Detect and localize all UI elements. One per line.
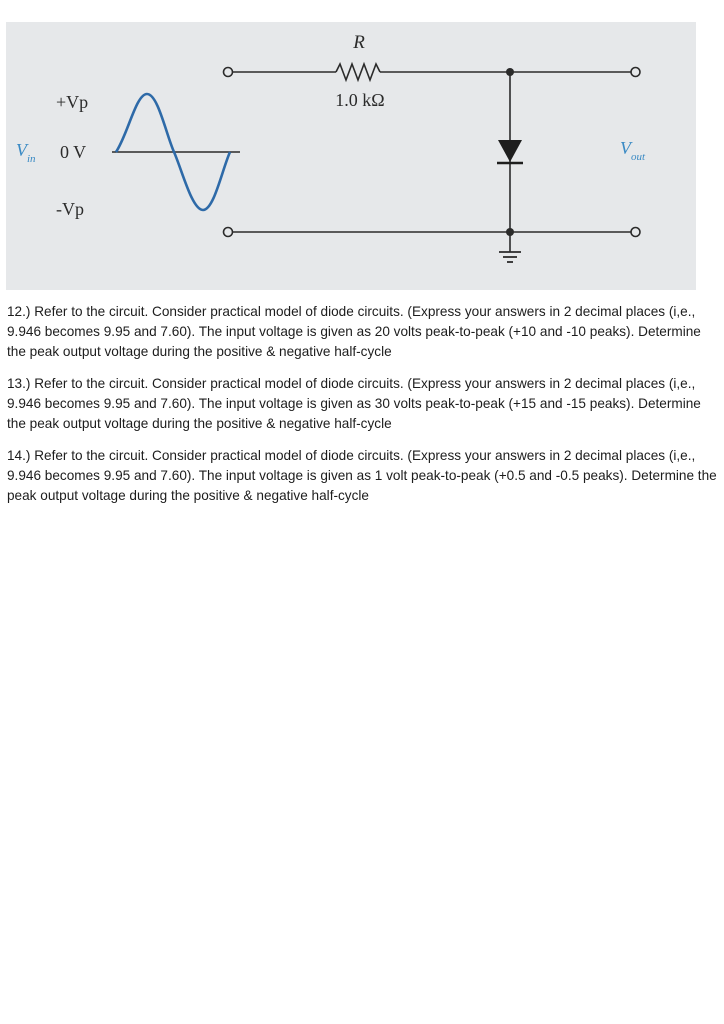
- input-top-terminal: [224, 68, 233, 77]
- output-bottom-terminal: [631, 228, 640, 237]
- resistor-value-label: 1.0 kΩ: [335, 90, 385, 110]
- input-bottom-terminal: [224, 228, 233, 237]
- input-voltage-label: $V_{in}$: [16, 140, 36, 165]
- waveform-positive-peak-label: +Vp: [56, 92, 89, 112]
- question-12: 12.) Refer to the circuit. Consider practical model of diode circuits. (Express your answers in 2 decimal places (i,e., 9.946 becomes 9.95 and 7.60). The input voltage is given as 20 volts peak-to-peak (+10 and -10 peaks). Determine the peak output voltage during the positive & negative half-cycle: [7, 304, 701, 359]
- figure-background: [6, 22, 696, 290]
- questions-section: [7, 302, 719, 518]
- output-top-terminal: [631, 68, 640, 77]
- circuit-figure: [6, 22, 696, 290]
- waveform-zero-label: 0 V: [60, 142, 87, 162]
- question-14: 14.) Refer to the circuit. Consider practical model of diode circuits. (Express your answers in 2 decimal places (i,e., 9.946 becomes 9.95 and 7.60). The input voltage is given as 1 volt peak-to-peak (+0.5 and -0.5 peaks). Determine the peak output voltage during the positive & negative half-cycle: [7, 448, 717, 503]
- circuit-diagram: [6, 22, 696, 290]
- question-13: 13.) Refer to the circuit. Consider practical model of diode circuits. (Express your answers in 2 decimal places (i,e., 9.946 becomes 9.95 and 7.60). The input voltage is given as 30 volts peak-to-peak (+15 and -15 peaks). Determine the peak output voltage during the positive & negative half-cycle: [7, 376, 701, 431]
- resistor-symbol-label: R: [353, 32, 365, 53]
- waveform-negative-peak-label: -Vp: [56, 199, 84, 219]
- output-voltage-label: $V_{out}$: [620, 138, 646, 163]
